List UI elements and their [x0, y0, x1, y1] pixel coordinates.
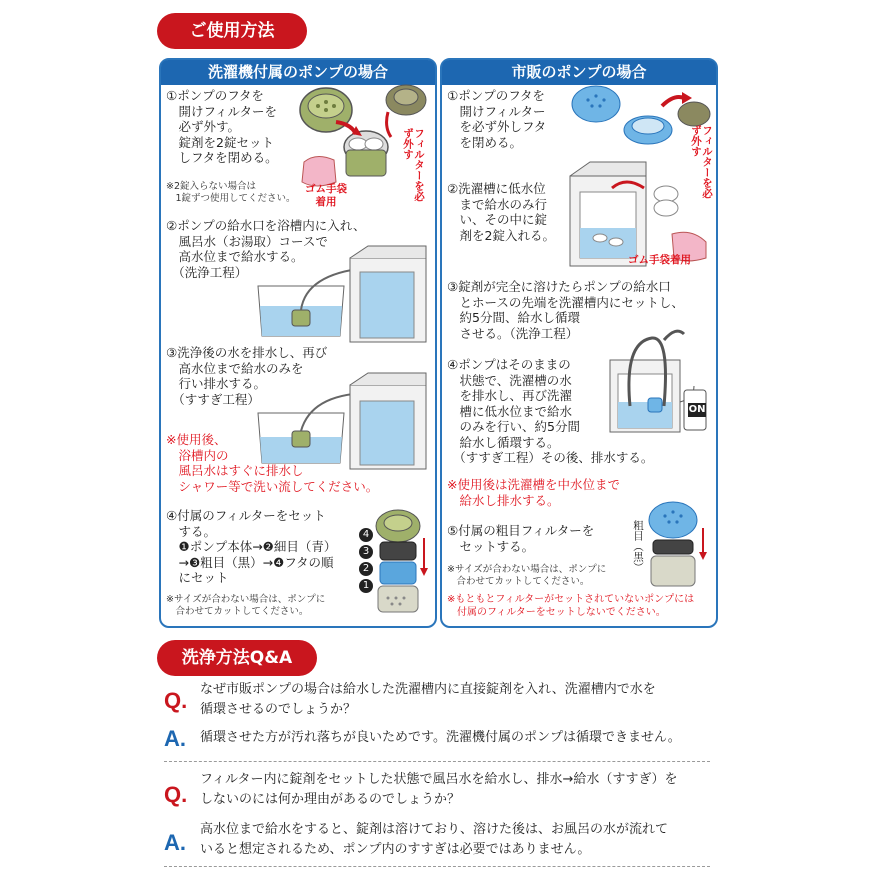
right-step-5-note: ※サイズが合わない場合は、ポンプに 合わせてカットしてください。	[447, 564, 607, 587]
on-switch-label: ON	[688, 404, 706, 415]
filter-number-1: 1	[359, 579, 373, 593]
right-step-3: ③錠剤が完全に溶けたらポンプの給水口 とホースの先端を洗濯槽内にセットし、 約5分間、給水し循環 させる。（洗浄工程）	[447, 279, 684, 341]
left-step-1: ①ポンプのフタを 開けフィルターを 必ず外す。 錠剤を2錠セット しフタを閉める。	[166, 88, 278, 165]
left-step-1-note: ※2錠入らない場合は 1錠ずつ使用してください。	[166, 181, 296, 204]
coarse-filter-illustration	[645, 498, 711, 592]
qa-separator-1	[164, 761, 710, 762]
left-step-2: ②ポンプの給水口を浴槽内に入れ、 風呂水（お湯取）コースで 高水位まで給水する。 （洗浄工程）	[166, 218, 366, 280]
filter-number-2: 2	[359, 562, 373, 576]
qa-mark-2: A.	[164, 726, 186, 751]
right-bottom-warning: ※もともとフィルターがセットされていないポンプには 付属のフィルターをセットしないでください。	[447, 594, 695, 618]
bathtub-washer-illustration-1	[256, 244, 428, 344]
left-glove-label: ゴム手袋着用	[305, 183, 347, 208]
qa-text-4: 高水位まで給水をすると、錠剤は溶けており、溶けた後は、お風呂の水が流れて いると想定されるため、ポンプ内のすすぎは必要ではありません。	[200, 822, 669, 857]
left-step-4: ④付属のフィルターをセット する。 ❶ポンプ本体→❷細目（青） →❸粗目（黒）→❹フタの順 にセット	[166, 508, 337, 585]
qa-mark-3: Q.	[164, 782, 188, 807]
right-glove-label: ゴム手袋着用	[628, 254, 691, 266]
washer-hose-switch-illustration	[606, 322, 712, 434]
coarse-filter-label: 粗目（黒）	[632, 520, 644, 573]
left-filter-label: フィルターを必ず外す	[402, 128, 425, 202]
qa-mark-1: Q.	[164, 688, 188, 713]
right-filter-label: フィルターを必ず外す	[690, 125, 713, 199]
right-warning: ※使用後は洗濯槽を中水位まで 給水し排水する。	[447, 477, 620, 508]
right-panel-title: 市販のポンプの場合	[442, 60, 716, 85]
qa-text-2: 循環させた方が汚れ落ちが良いためです。洗濯機付属のポンプは循環できません。	[200, 730, 681, 745]
qa-mark-4: A.	[164, 830, 186, 855]
right-step-1: ①ポンプのフタを 開けフィルター を必ず外しフタ を閉める。	[447, 88, 547, 150]
filter-number-labels	[359, 528, 373, 593]
left-step-4-note: ※サイズが合わない場合は、ポンプに 合わせてカットしてください。	[166, 594, 326, 617]
qa-text-3: フィルター内に錠剤をセットした状態で風呂水を給水し、排水→給水（すすぎ）を しないのには何か理由があるのでしょうか？	[200, 772, 678, 807]
left-warning: ※使用後、 浴槽内の 風呂水はすぐに排水し シャワー等で洗い流してください。	[166, 432, 379, 494]
right-step-2: ②洗濯槽に低水位 まで給水のみ行 い、その中に錠 剤を2錠入れる。	[447, 181, 555, 243]
qa-text-1: なぜ市販ポンプの場合は給水した洗濯槽内に直接錠剤を入れ、洗濯槽内で水を 循環させるのでしょうか？	[200, 682, 656, 717]
left-panel-title: 洗濯機付属のポンプの場合	[161, 60, 435, 85]
filter-number-4: 4	[359, 528, 373, 542]
filter-number-3: 3	[359, 545, 373, 559]
qa-header: 洗浄方法Q&A	[157, 640, 317, 676]
left-step-3: ③洗浄後の水を排水し、再び 高水位まで給水のみを 行い排水する。 （すすぎ工程）	[166, 345, 328, 407]
right-step-5: ⑤付属の粗目フィルターを セットする。	[447, 523, 595, 554]
right-step-4: ④ポンプはそのままの 状態で、洗濯槽の水 を排水し、再び洗濯 槽に低水位まで給水 のみを行い、約5分間 給水し循環する。 （すすぎ工程）その後、排水する。	[447, 357, 654, 465]
usage-header: ご使用方法	[157, 13, 307, 49]
qa-separator-2	[164, 866, 710, 867]
